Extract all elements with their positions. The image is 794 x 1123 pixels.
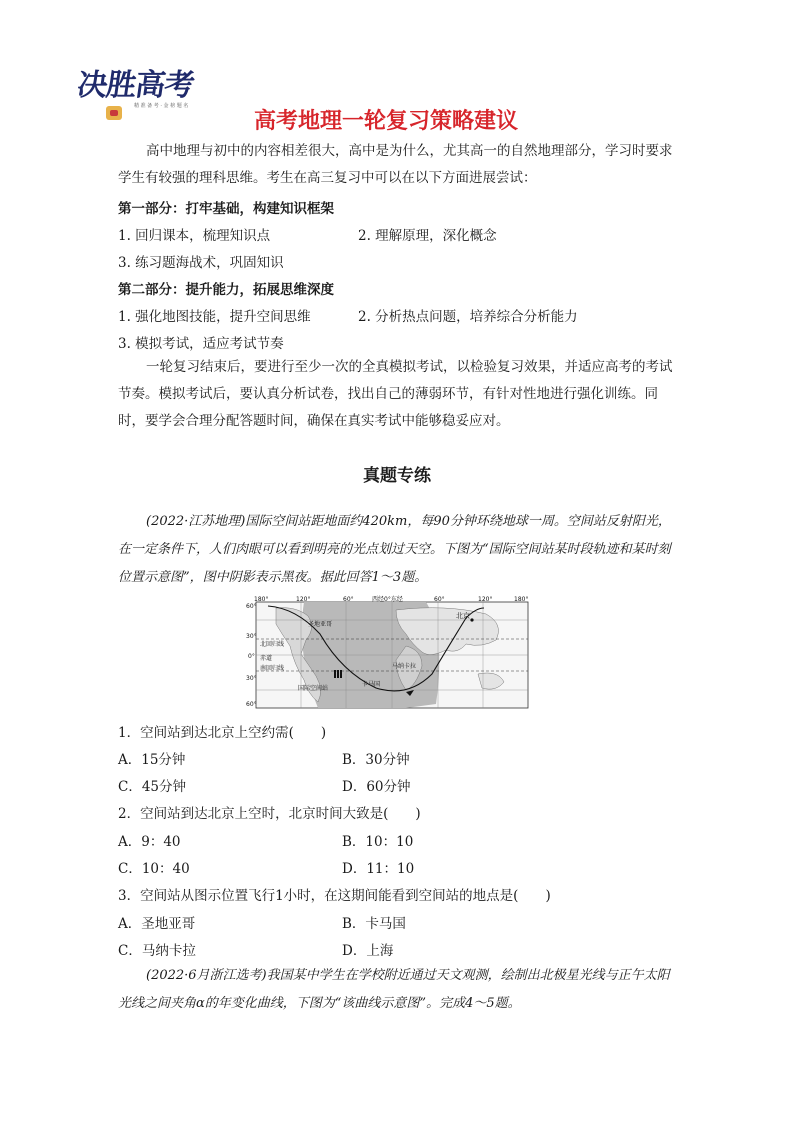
map-top-label: 120° — [478, 596, 493, 603]
part2-heading: 第二部分：提升能力，拓展思维深度 — [118, 282, 334, 298]
question-2-option-a: A．9：40 — [118, 834, 181, 850]
part1-item2: 2. 理解原理，深化概念 — [358, 228, 497, 244]
summary-paragraph: 一轮复习结束后，要进行至少一次的全真模拟考试，以检验复习效果，并适应高考的考试节奏。模拟考试后，要认真分析试卷，找出自己的薄弱环节，有针对性地进行强化训练。同时，要学会合理分配答题时间，确保在真实考试中能够稳妥应对。 — [118, 359, 673, 429]
iss-position-marker — [334, 670, 342, 678]
logo — [72, 58, 196, 128]
map-left-label: 30° — [246, 675, 257, 682]
map-top-label: 180° — [514, 596, 529, 603]
question-3-stem: 3．空间站从图示位置飞行1小时，在这期间能看到空间站的地点是( ) — [118, 888, 551, 904]
question-3-option-a: A．圣地亚哥 — [118, 916, 196, 932]
question-1-option-a: A．15分钟 — [118, 752, 186, 768]
question-2-stem: 2．空间站到达北京上空时，北京时间大致是( ) — [118, 806, 421, 822]
logo-subtitle: 精 准 备 考 · 金 榜 题 名 — [134, 103, 189, 109]
beijing-label: 北京 — [456, 612, 470, 620]
logo-text: 决胜高考 — [75, 68, 196, 103]
map-top-label: 180° — [254, 596, 269, 603]
map-left-label: 60° — [246, 603, 257, 610]
logo-stamp-inner — [110, 110, 118, 116]
part2-item1: 1. 强化地图技能，提升空间思维 — [118, 309, 311, 325]
tropic-cancer-label: 北回归线 — [260, 641, 285, 648]
santiago-label: 圣地亚哥 — [308, 621, 333, 628]
section-title: 真题专练 — [363, 466, 431, 486]
map-top-label: 120° — [296, 596, 311, 603]
question-3-option-c: C．马纳卡拉 — [118, 943, 196, 959]
question-2-option-c: C．10：40 — [118, 861, 190, 877]
intro-paragraph: 高中地理与初中的内容相差很大，高中是为什么，尤其高一的自然地理部分，学习时要求学生有较强的理科思维。考生在高三复习中可以在以下方面进展尝试： — [118, 143, 673, 186]
tropic-capricorn-label: 南回归线 — [260, 665, 285, 672]
iss-orbit-map — [246, 594, 532, 710]
part2-item3: 3. 模拟考试，适应考试节奏 — [118, 336, 284, 352]
material-2: (2022·6月浙江选考)我国某中学生在学校附近通过天文观测，绘制出北极星光线与正午太阳光线之间夹角α的年变化曲线，下图为“该曲线示意图”。完成4～5题。 — [118, 968, 670, 1011]
part1-heading: 第一部分：打牢基础，构建知识框架 — [118, 201, 334, 217]
question-1-option-b: B．30分钟 — [342, 752, 410, 768]
question-2-option-b: B．10：10 — [342, 834, 414, 850]
map-top-label: 西经0°东经 — [372, 596, 403, 603]
question-3-option-b: B．卡马国 — [342, 916, 406, 932]
manakara-label: 马纳卡拉 — [392, 663, 417, 670]
part1-item1: 1. 回归课本，梳理知识点 — [118, 228, 271, 244]
question-1-option-d: D．60分钟 — [342, 779, 411, 795]
kamaguo-label: 卡马国 — [362, 681, 381, 688]
part2-item2: 2. 分析热点问题，培养综合分析能力 — [358, 309, 578, 325]
map-left-label: 0° — [248, 653, 255, 660]
map-left-label: 30° — [246, 633, 257, 640]
question-1-stem: 1．空间站到达北京上空约需( ) — [118, 725, 327, 741]
map-left-label: 60° — [246, 701, 257, 708]
iss-label: 国际空间站 — [298, 685, 329, 692]
question-3-option-d: D．上海 — [342, 943, 394, 959]
map-top-label: 60° — [343, 596, 354, 603]
question-1-option-c: C．45分钟 — [118, 779, 187, 795]
beijing-dot — [470, 618, 473, 621]
part1-item3: 3. 练习题海战术，巩固知识 — [118, 255, 284, 271]
question-2-option-d: D．11：10 — [342, 861, 415, 877]
page-title: 高考地理一轮复习策略建议 — [254, 109, 519, 134]
material-1: (2022·江苏地理)国际空间站距地面约420km，每90分钟环绕地球一周。空间站反射阳光，在一定条件下，人们肉眼可以看到明亮的光点划过天空。下图为“国际空间站某时段轨迹和某时刻位置示意图”，图中阴影表示黑夜。据此回答1～3题。 — [118, 514, 671, 585]
map-top-label: 60° — [434, 596, 445, 603]
equator-label: 赤道 — [260, 655, 273, 662]
